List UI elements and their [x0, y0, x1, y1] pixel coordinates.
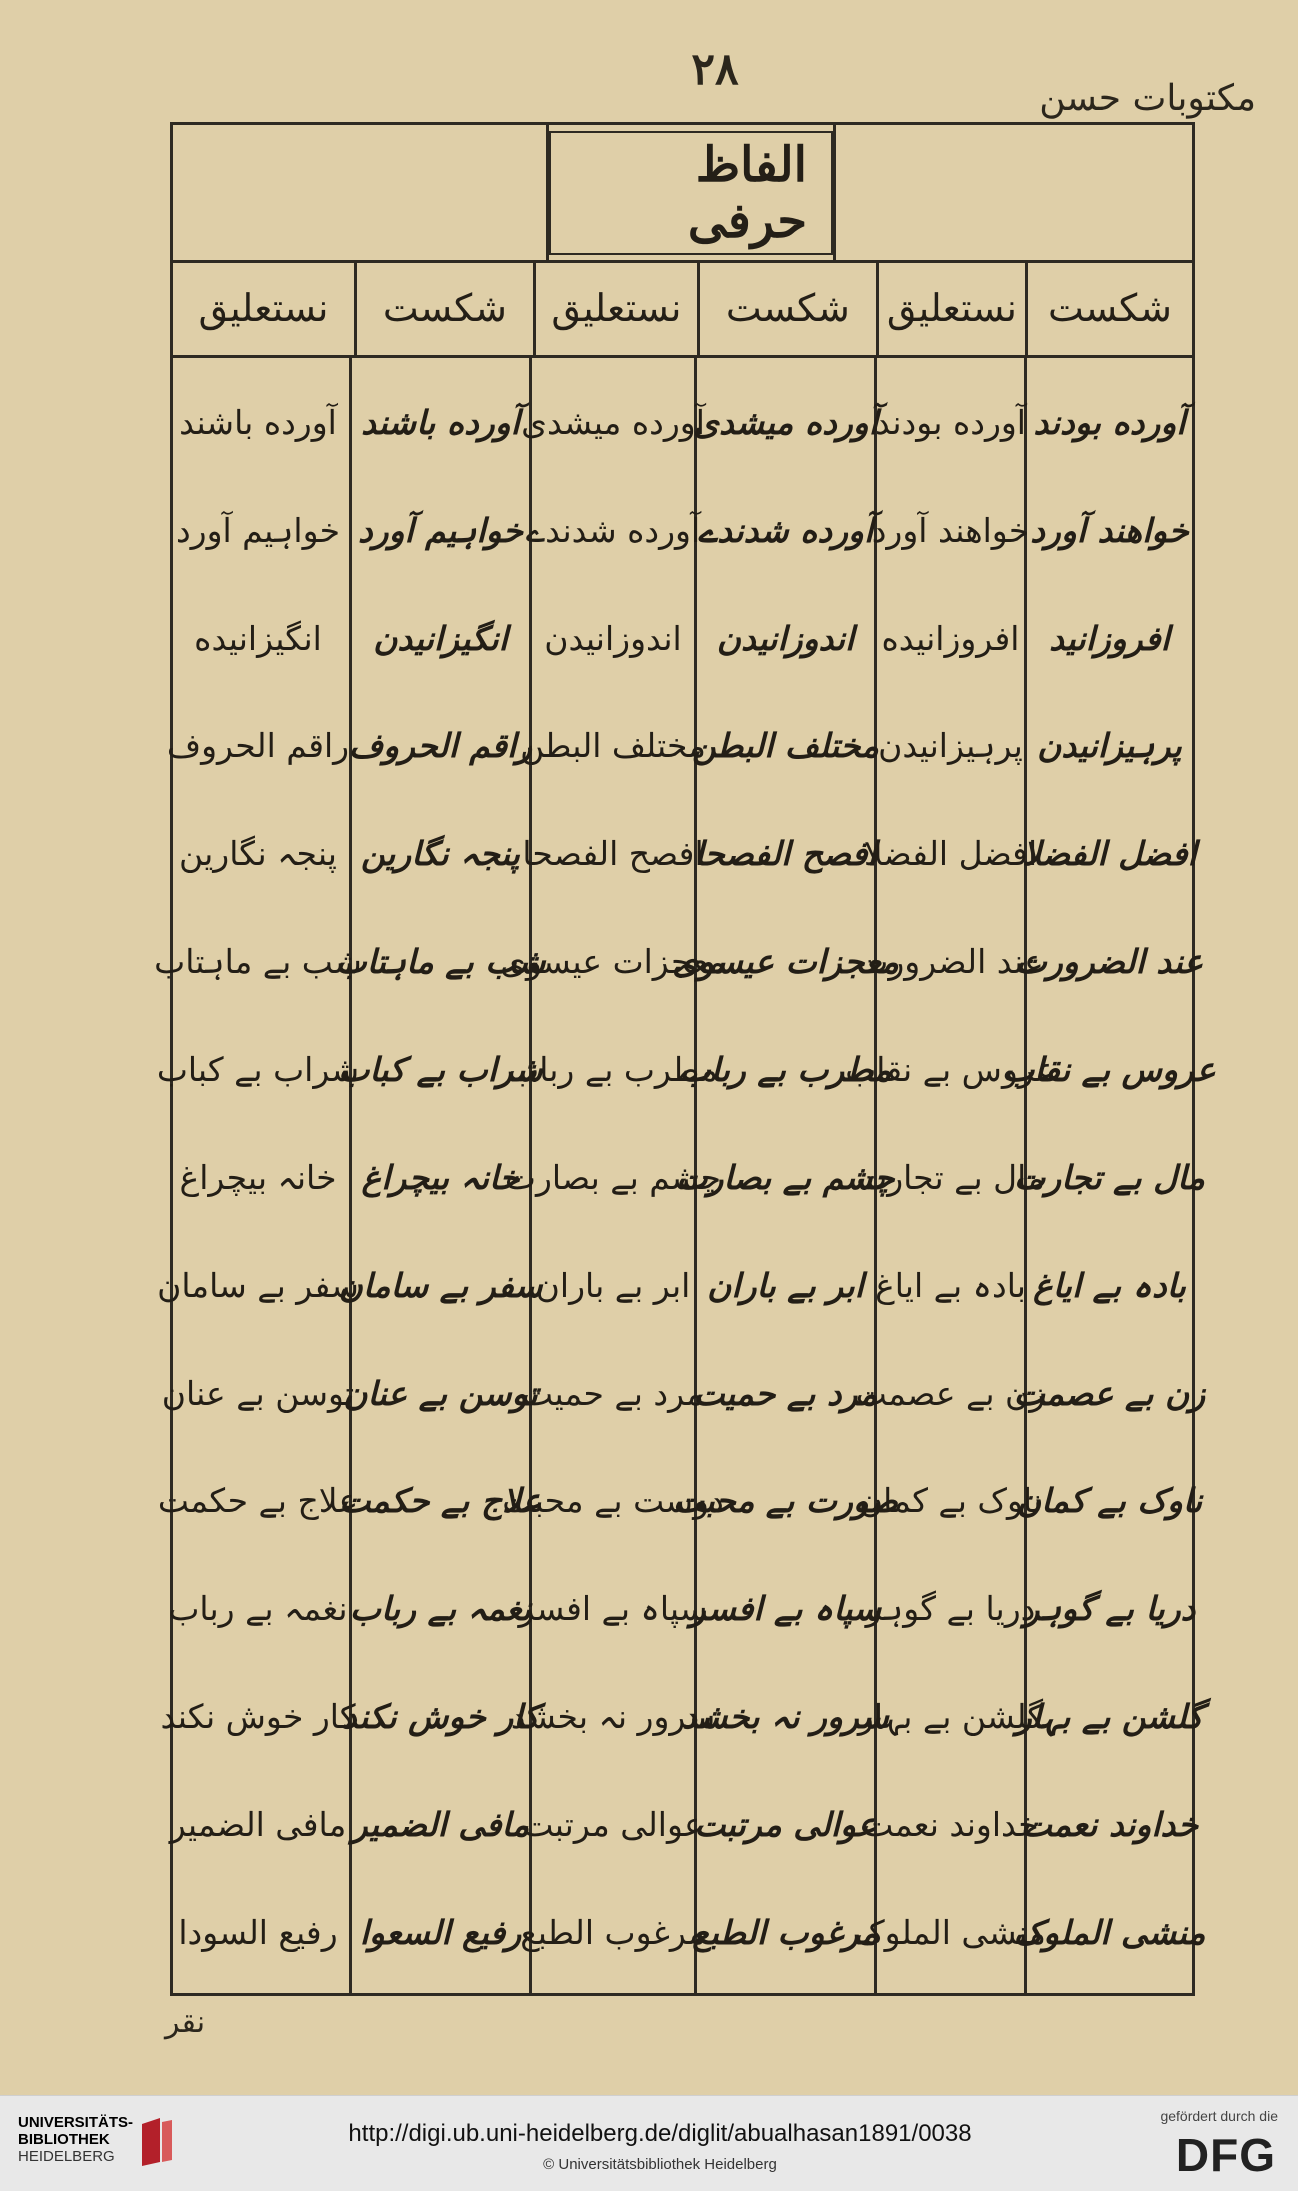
word-entry: سپاہ بے افسر: [518, 1589, 708, 1629]
word-entry: سفر بے سامان: [157, 1265, 359, 1305]
word-entry: آورده باشند: [361, 402, 520, 442]
word-entry: زن بے عصمت: [855, 1373, 1046, 1413]
word-entry: افصح الفصحا: [694, 834, 877, 874]
word-entry: خواہیم آورد: [357, 510, 524, 550]
column-header: نستعلیق: [879, 260, 1028, 355]
word-entry: عند الضرورت: [857, 942, 1044, 982]
word-entry: پرہیزانیدن: [878, 726, 1023, 766]
word-entry: خانہ بیچراغ: [361, 1157, 520, 1197]
word-entry: دریا بے گوہر: [865, 1589, 1036, 1629]
word-entry: اندوزانیدن: [716, 618, 855, 658]
viewer-footer: [0, 2095, 1298, 2191]
permalink-url[interactable]: http://digi.ub.uni-heidelberg.de/diglit/abualhasan1891/0038: [348, 2120, 972, 2147]
word-entry: ابر بے باران: [707, 1265, 864, 1305]
running-title: مکتوبات حسن: [1039, 78, 1256, 119]
word-entry: انگیزانیدن: [373, 618, 508, 658]
word-entry: بادہ بے ایاغ: [1033, 1265, 1186, 1305]
word-entry: افصح الفصحا: [522, 834, 704, 874]
calligraphy-table: [154, 122, 1216, 1996]
word-entry: منشی الملوک: [855, 1912, 1046, 1952]
column-nastaliq-1: [845, 355, 1056, 1993]
word-entry: عوالی مرتبت: [522, 1804, 704, 1844]
word-entry: مرغوب الطبع: [692, 1912, 879, 1952]
word-entry: عروس بے نقاب: [1003, 1049, 1216, 1089]
word-entry: مختلف البطن: [520, 726, 706, 766]
column-shikasta-2: [672, 355, 899, 1993]
word-entry: خانہ بیچراغ: [179, 1157, 337, 1197]
word-entry: چشم بے بصارت: [504, 1157, 722, 1197]
word-entry: رفیع السعوا: [359, 1912, 522, 1952]
word-entry: افضل الفضلا: [1022, 834, 1197, 874]
word-entry: نغمہ بے رباب: [349, 1589, 532, 1629]
word-entry: مرد بے حمیت: [522, 1373, 704, 1413]
word-entry: علاج بے حکمت: [339, 1481, 542, 1521]
word-entry: آورده باشند: [179, 402, 337, 442]
word-entry: کار خوش نکند: [160, 1697, 356, 1737]
column-header: نستعلیق: [173, 260, 357, 355]
word-entry: عند الضرورت: [1015, 942, 1204, 982]
word-entry: مافی الضمیر: [169, 1804, 347, 1844]
word-entry: مال بے تجارت: [856, 1157, 1045, 1197]
catchword: نقر: [165, 2005, 206, 2040]
column-header: شکست: [700, 260, 879, 355]
word-entry: سرور نہ بخشد: [682, 1697, 889, 1737]
word-entry: مختلف البطن: [692, 726, 879, 766]
word-entry: شراب بے کباب: [338, 1049, 543, 1089]
column-header: شکست: [1047, 285, 1173, 330]
word-entry: خداوند نعمت: [862, 1804, 1039, 1844]
word-entry: سفر بے سامان: [338, 1265, 543, 1305]
column-shikasta-1: [1003, 355, 1216, 1993]
word-entry: آورده میشدی: [693, 402, 878, 442]
word-entry: سپاہ بے افسر: [689, 1589, 882, 1629]
word-entry: خواهند آورد: [1030, 510, 1189, 550]
word-entry: گلشن بے بہار: [1015, 1697, 1204, 1737]
library-logo-icon: [138, 2116, 176, 2168]
word-entry: مطرب بے رباب: [508, 1049, 718, 1089]
word-entry: خواہیم آورد: [175, 510, 341, 550]
word-entry: دریا بے گوہر: [1023, 1589, 1196, 1629]
word-entry: افروزانید: [1049, 618, 1170, 658]
word-entry: پنجہ نگارین: [179, 834, 337, 874]
word-entry: آورده میشدی: [521, 402, 705, 442]
word-entry: منشی الملوک: [1013, 1912, 1206, 1952]
word-entry: عوالی مرتبت: [694, 1804, 877, 1844]
word-entry: مال بے تجارت: [1014, 1157, 1205, 1197]
word-entry: دوست بے محبت: [502, 1481, 724, 1521]
word-entry: نغمہ بے رباب: [168, 1589, 348, 1629]
word-entry: خواهند آورد: [871, 510, 1030, 550]
word-entry: آورده شدندے: [525, 510, 701, 550]
column-nastaliq-2: [500, 355, 726, 1993]
library-logo: [18, 2114, 133, 2165]
word-entry: مطرب بے رباب: [679, 1049, 892, 1089]
word-entry: توسن بے عنان: [343, 1373, 538, 1413]
word-entry: پرہیزانیدن: [1037, 726, 1182, 766]
library-name-line1: UNIVERSITÄTS-: [18, 2114, 134, 2131]
funding-note: gefördert durch die: [1160, 2108, 1278, 2124]
word-entry: علاج بے حکمت: [157, 1481, 359, 1521]
word-entry: ابر بے باران: [535, 1265, 691, 1305]
word-entry: اندوزانیدن: [544, 618, 682, 658]
table-title: الفاظ حرفی: [549, 131, 833, 255]
word-entry: توسن بے عنان: [161, 1373, 355, 1413]
word-entry: خداوند نعمت: [1020, 1804, 1199, 1844]
word-entry: مرغوب الطبع: [520, 1912, 706, 1952]
dfg-logo: DFG: [1175, 2129, 1276, 2181]
column-header: شکست: [357, 260, 536, 355]
word-entry: زن بے عصمت: [1013, 1373, 1206, 1413]
word-entry: شب بے ماہتاب: [335, 942, 546, 982]
word-entry: آورده بودند: [1033, 402, 1186, 442]
word-entry: آورده شدندے: [697, 510, 874, 550]
word-entry: افروزانیده: [881, 618, 1020, 658]
word-entry: کار خوش نکند: [341, 1697, 540, 1737]
word-entry: افضل الفضلا: [863, 834, 1038, 874]
word-entry: پنجہ نگارین: [361, 834, 520, 874]
word-entry: مرد بے حمیت: [693, 1373, 878, 1413]
word-entry: ناوک بے کمان: [858, 1481, 1043, 1521]
word-entry: صورت بے محبت: [673, 1481, 898, 1521]
word-entry: سرور نہ بخشد: [510, 1697, 716, 1737]
table-body: [154, 355, 1216, 1993]
library-name-line2: BIBLIOTHEK: [18, 2131, 110, 2148]
column-header: نستعلیق: [536, 260, 700, 355]
word-entry: رفیع السودا: [178, 1912, 338, 1952]
word-entry: انگیزانیده: [194, 618, 322, 658]
word-entry: آورده بودند: [875, 402, 1026, 442]
word-entry: بادہ بے ایاغ: [875, 1265, 1026, 1305]
word-entry: شراب بے کباب: [156, 1049, 360, 1089]
title-row: [173, 125, 1192, 263]
library-name-line3: HEIDELBERG: [18, 2148, 115, 2165]
word-entry: شب بے ماہتاب: [154, 942, 362, 982]
header-row: [173, 260, 1192, 358]
word-entry: گلشن بے بہار: [857, 1697, 1044, 1737]
word-entry: مافی الضمیر: [351, 1804, 530, 1844]
word-entry: معجزات عیسوی: [672, 942, 899, 982]
word-entry: معجزات عیسوی: [500, 942, 726, 982]
word-entry: ناوک بے کمان: [1016, 1481, 1203, 1521]
word-entry: راقم الحروف: [348, 726, 533, 766]
word-entry: عروس بے نقاب: [845, 1049, 1056, 1089]
copyright-notice: © Universitätsbibliothek Heidelberg: [543, 2156, 777, 2173]
page-number: ۲۸: [691, 44, 739, 95]
column-nastaliq-3: [154, 355, 362, 1993]
word-entry: راقم الحروف: [166, 726, 350, 766]
word-entry: چشم بے بصارت: [676, 1157, 895, 1197]
